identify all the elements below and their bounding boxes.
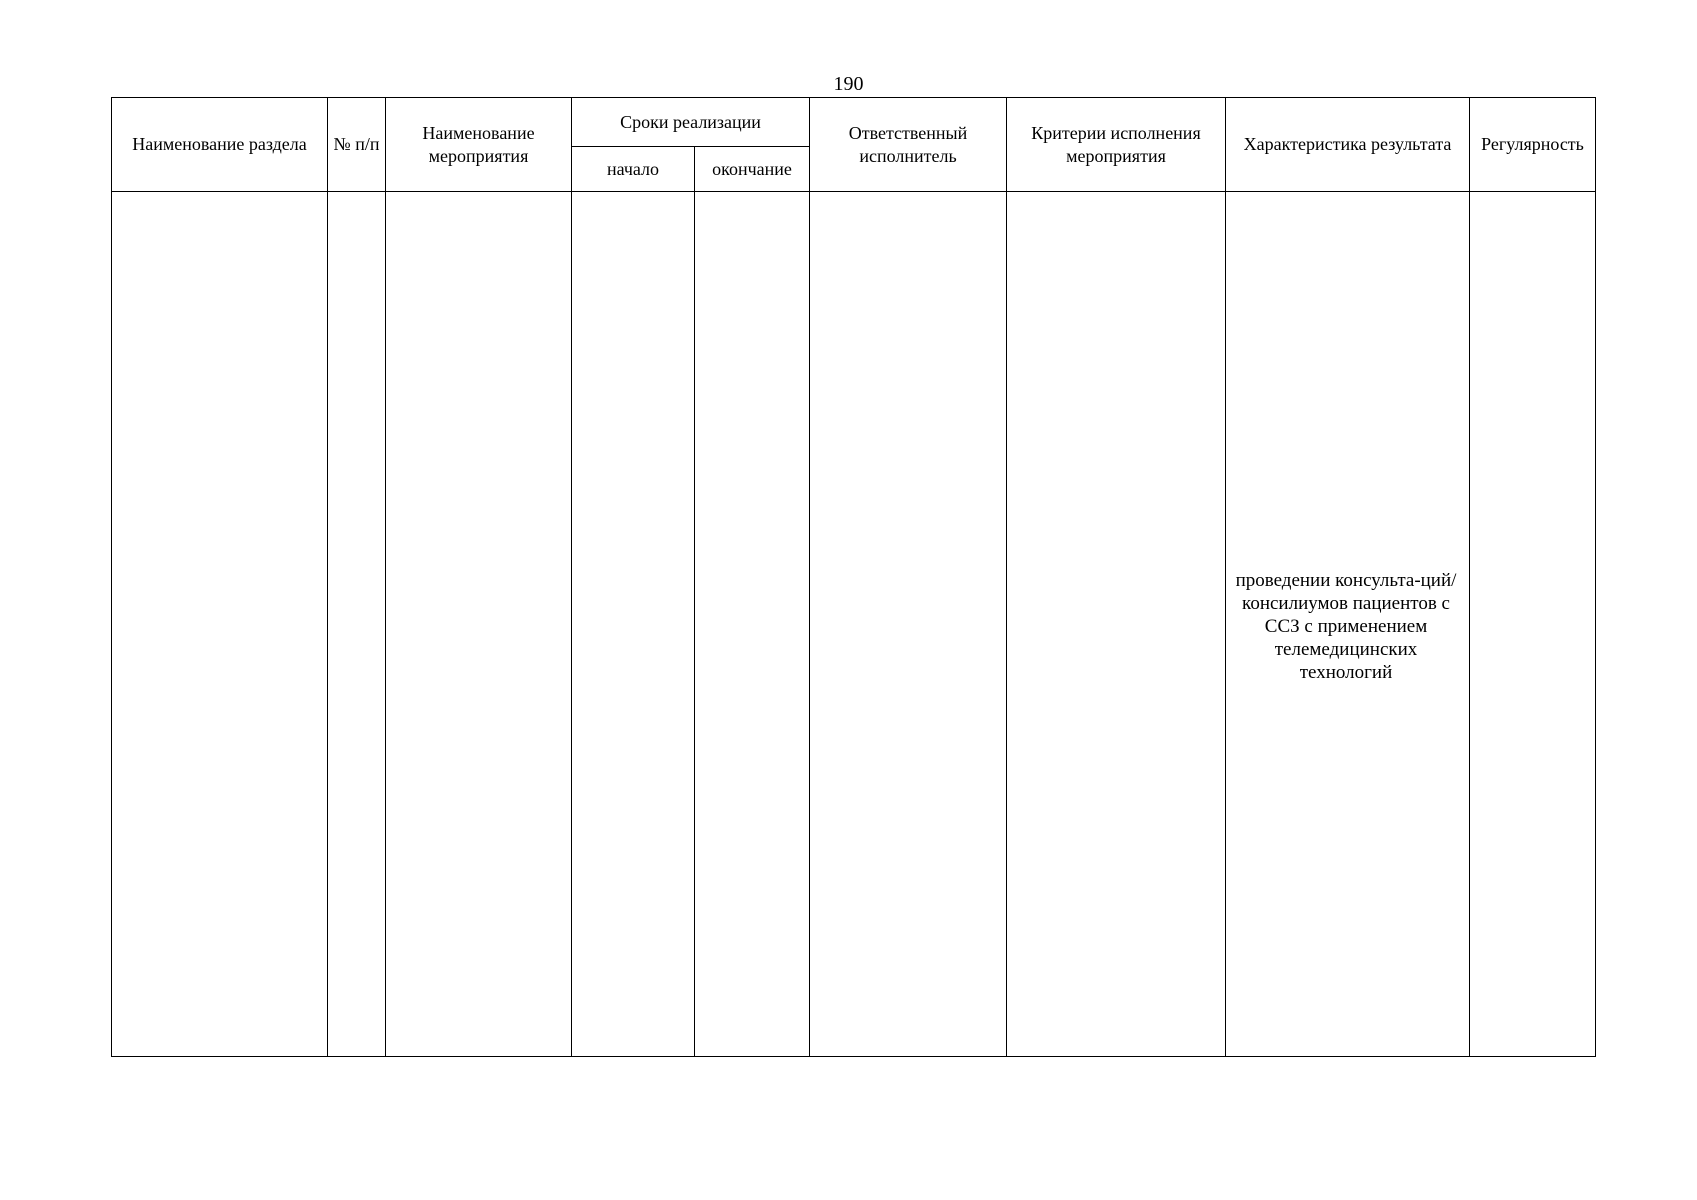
header-timeline: Сроки реализации	[572, 98, 810, 147]
page-number: 190	[833, 73, 864, 95]
measures-table	[111, 97, 1596, 1057]
header-start: начало	[572, 147, 695, 192]
header-number: № п/п	[328, 98, 386, 192]
header-section-name: Наименование раздела	[112, 98, 328, 192]
table-row	[112, 192, 1596, 1057]
header-regularity: Регулярность	[1470, 98, 1596, 192]
cell-responsible	[810, 192, 1007, 1057]
header-result: Характеристика результата	[1226, 98, 1470, 192]
cell-section-name	[112, 192, 328, 1057]
cell-end	[695, 192, 810, 1057]
cell-regularity	[1470, 192, 1596, 1057]
header-criteria: Критерии исполнения мероприятия	[1007, 98, 1226, 192]
cell-criteria	[1007, 192, 1226, 1057]
cell-event-name	[386, 192, 572, 1057]
cell-start	[572, 192, 695, 1057]
cell-number	[328, 192, 386, 1057]
header-event-name: Наименование мероприятия	[386, 98, 572, 192]
cell-result	[1226, 192, 1470, 1057]
header-end: окончание	[695, 147, 810, 192]
header-responsible: Ответственный исполнитель	[810, 98, 1007, 192]
result-text: проведении консульта-ций/консилиумов пациентов с ССЗ с применением телемедицинских технологий	[1235, 569, 1457, 683]
